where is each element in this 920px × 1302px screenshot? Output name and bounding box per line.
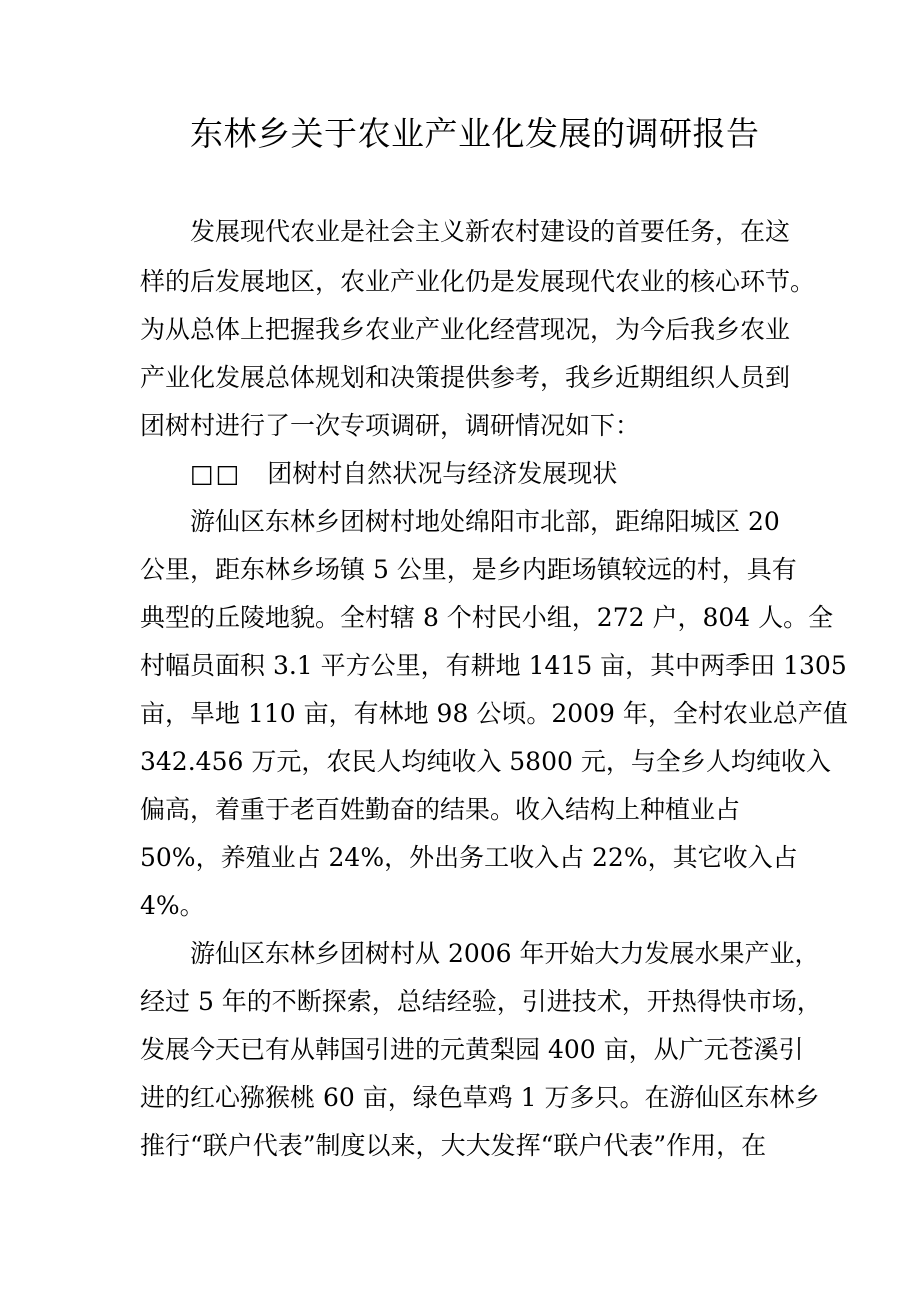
paragraph-2-line-5: 亩，旱地 110 亩，有林地 98 公顷。2009 年，全村农业总产值 <box>140 699 848 728</box>
paragraph-2-line-7: 偏高，着重于老百姓勤奋的结果。收入结构上种植业占 <box>140 795 741 824</box>
paragraph-3-line-1: 游仙区东林乡团树村从 2006 年开始大力发展水果产业， <box>190 939 820 968</box>
section-heading-text: 团树村自然状况与经济发展现状 <box>267 459 618 488</box>
paragraph-2-line-2: 公里，距东林乡场镇 5 公里，是乡内距场镇较远的村，具有 <box>140 555 797 584</box>
paragraph-3-line-4: 进的红心猕猴桃 60 亩，绿色草鸡 1 万多只。在游仙区东林乡 <box>140 1083 820 1112</box>
paragraph-1-line-1: 发展现代农业是社会主义新农村建设的首要任务，在这 <box>190 217 791 246</box>
paragraph-3-line-5: 推行“联户代表”制度以来，大大发挥“联户代表”作用，在 <box>140 1131 767 1160</box>
paragraph-1-line-3: 为从总体上把握我乡农业产业化经营现况，为今后我乡农业 <box>140 315 791 344</box>
paragraph-3-line-2: 经过 5 年的不断探索，总结经验，引进技术，开热得快市场， <box>140 987 822 1016</box>
paragraph-2-line-6: 342.456 万元，农民人均纯收入 5800 元，与全乡人均纯收入 <box>140 747 831 776</box>
paragraph-2-line-8: 50%，养殖业占 24%，外出务工收入占 22%，其它收入占 <box>140 843 798 872</box>
document-title: 东林乡关于农业产业化发展的调研报告 <box>190 114 760 153</box>
paragraph-2-line-1: 游仙区东林乡团树村地处绵阳市北部，距绵阳城区 20 <box>190 507 780 536</box>
section-heading-marker: □□ <box>190 459 242 488</box>
paragraph-1-line-2: 样的后发展地区，农业产业化仍是发展现代农业的核心环节。 <box>140 267 816 296</box>
paragraph-3-line-3: 发展今天已有从韩国引进的元黄梨园 400 亩，从广元苍溪引 <box>140 1035 804 1064</box>
paragraph-1-line-4: 产业化发展总体规划和决策提供参考，我乡近期组织人员到 <box>140 363 791 392</box>
paragraph-2-line-4: 村幅员面积 3.1 平方公里，有耕地 1415 亩，其中两季田 1305 <box>140 651 847 680</box>
paragraph-2-line-9: 4%。 <box>140 891 205 920</box>
section-heading <box>190 454 617 494</box>
paragraph-2-line-3: 典型的丘陵地貌。全村辖 8 个村民小组，272 户，804 人。全 <box>140 603 834 632</box>
paragraph-1-line-5: 团树村进行了一次专项调研，调研情况如下： <box>140 411 641 440</box>
